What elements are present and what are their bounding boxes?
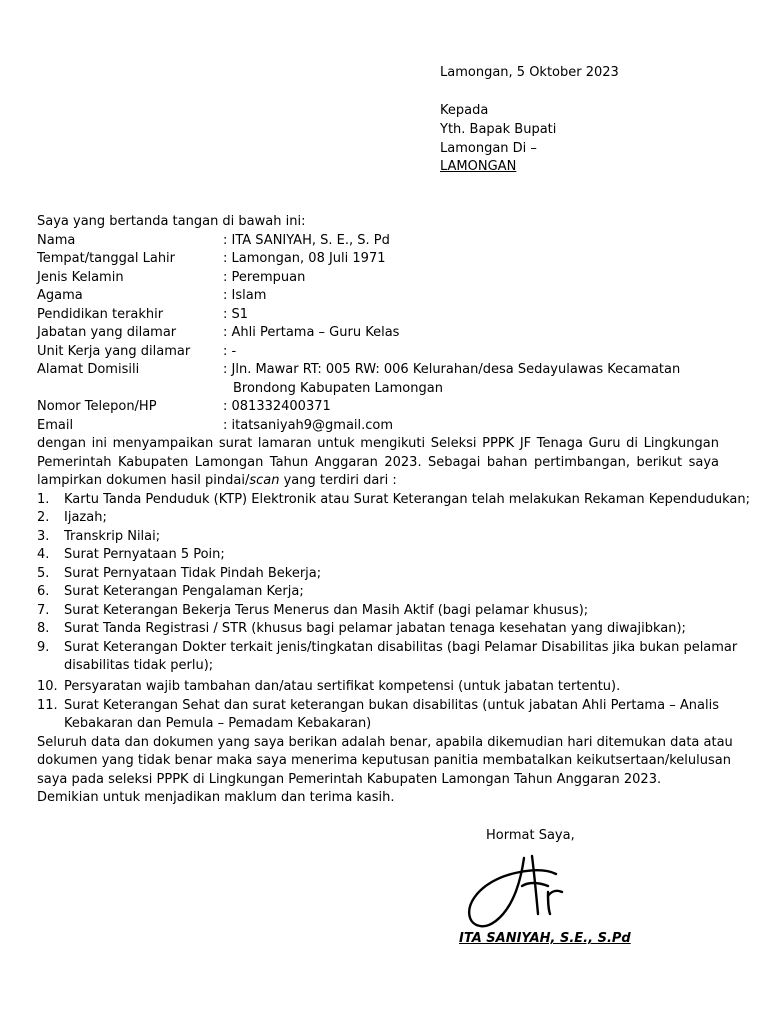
field-value-phone: : 081332400371 xyxy=(223,399,331,414)
place-date: Lamongan, 5 Oktober 2023 xyxy=(440,65,619,80)
field-value-address: : Jln. Mawar RT: 005 RW: 006 Kelurahan/desa Sedayulawas Kecamatan xyxy=(223,362,681,377)
list-item-number: 5. xyxy=(37,566,50,581)
intro-text: Saya yang bertanda tangan di bawah ini: xyxy=(37,214,306,229)
field-value-position: : Ahli Pertama – Guru Kelas xyxy=(223,325,400,340)
field-value-name: : ITA SANIYAH, S. E., S. Pd xyxy=(223,233,390,248)
recipient-line-2: Yth. Bapak Bupati xyxy=(440,122,557,137)
list-item-number: 9. xyxy=(37,640,50,655)
para2-line-2: dokumen yang tidak benar maka saya menerima keputusan panitia membatalkan keikutsertaan/kelulusan xyxy=(37,753,731,768)
field-label-position: Jabatan yang dilamar xyxy=(37,325,177,340)
field-label-name: Nama xyxy=(37,233,76,248)
recipient-line-3: Lamongan Di – xyxy=(440,141,537,156)
list-item: Surat Pernyataan 5 Poin; xyxy=(64,547,225,562)
field-label-address: Alamat Domisili xyxy=(37,362,140,377)
list-item-cont: Kebakaran dan Pemula – Pemadam Kebakaran) xyxy=(64,716,372,731)
recipient-city: LAMONGAN xyxy=(440,159,517,174)
signer-name: ITA SANIYAH, S.E., S.Pd xyxy=(459,931,631,946)
list-item-number: 3. xyxy=(37,529,50,544)
para1-line-3c: yang terdiri dari : xyxy=(279,473,397,488)
para1-line-3a: lampirkan dokumen hasil pindai/ xyxy=(37,473,250,488)
list-item: Surat Keterangan Dokter terkait jenis/tingkatan disabilitas (bagi Pelamar Disabilitas jika bukan pelamar xyxy=(64,640,738,655)
list-item: Kartu Tanda Penduduk (KTP) Elektronik atau Surat Keterangan telah melakukan Rekaman Kependudukan; xyxy=(64,492,751,507)
field-value-work-unit: : - xyxy=(223,344,237,359)
field-value-religion: : Islam xyxy=(223,288,267,303)
field-value-birth: : Lamongan, 08 Juli 1971 xyxy=(223,251,386,266)
list-item: Transkrip Nilai; xyxy=(64,529,161,544)
list-item: Surat Keterangan Pengalaman Kerja; xyxy=(64,584,304,599)
list-item: Surat Pernyataan Tidak Pindah Bekerja; xyxy=(64,566,322,581)
field-value-education: : S1 xyxy=(223,307,249,322)
closing-text: Demikian untuk menjadikan maklum dan terima kasih. xyxy=(37,790,395,805)
para1-line-3 xyxy=(37,473,397,488)
field-value-address-cont: Brondong Kabupaten Lamongan xyxy=(233,381,443,396)
handwritten-signature xyxy=(462,852,592,932)
field-label-email: Email xyxy=(37,418,74,433)
field-label-birth: Tempat/tanggal Lahir xyxy=(37,251,176,266)
signature-greeting: Hormat Saya, xyxy=(486,828,575,843)
para1-line-1: dengan ini menyampaikan surat lamaran untuk mengikuti Seleksi PPPK JF Tenaga Guru di Lingkungan xyxy=(37,436,719,451)
list-item: Persyaratan wajib tambahan dan/atau sertifikat kompetensi (untuk jabatan tertentu). xyxy=(64,679,621,694)
field-label-religion: Agama xyxy=(37,288,83,303)
list-item-number: 1. xyxy=(37,492,50,507)
list-item-number: 8. xyxy=(37,621,50,636)
list-item-number: 11. xyxy=(37,698,58,713)
list-item: Surat Keterangan Bekerja Terus Menerus dan Masih Aktif (bagi pelamar khusus); xyxy=(64,603,589,618)
field-label-work-unit: Unit Kerja yang dilamar xyxy=(37,344,191,359)
list-item-number: 2. xyxy=(37,510,50,525)
para2-line-1: Seluruh data dan dokumen yang saya berikan adalah benar, apabila dikemudian hari ditemukan data atau xyxy=(37,735,733,750)
list-item: Ijazah; xyxy=(64,510,107,525)
field-label-education: Pendidikan terakhir xyxy=(37,307,164,322)
list-item: Surat Keterangan Sehat dan surat keterangan bukan disabilitas (untuk jabatan Ahli Pertama – Analis xyxy=(64,698,719,713)
list-item-number: 6. xyxy=(37,584,50,599)
recipient-line-1: Kepada xyxy=(440,103,489,118)
para1-scan-word: scan xyxy=(249,473,280,488)
list-item-number: 7. xyxy=(37,603,50,618)
list-item-cont: disabilitas tidak perlu); xyxy=(64,658,214,673)
para2-line-3: saya pada seleksi PPPK di Lingkungan Pemerintah Kabupaten Lamongan Tahun Anggaran 2023. xyxy=(37,772,662,787)
field-value-email: : itatsaniyah9@gmail.com xyxy=(223,418,394,433)
para1-line-2: Pemerintah Kabupaten Lamongan Tahun Anggaran 2023. Sebagai bahan pertimbangan, berikut saya xyxy=(37,455,719,470)
list-item-number: 10. xyxy=(37,679,58,694)
field-value-gender: : Perempuan xyxy=(223,270,306,285)
list-item: Surat Tanda Registrasi / STR (khusus bagi pelamar jabatan tenaga kesehatan yang diwajibkan); xyxy=(64,621,686,636)
field-label-phone: Nomor Telepon/HP xyxy=(37,399,157,414)
list-item-number: 4. xyxy=(37,547,50,562)
field-label-gender: Jenis Kelamin xyxy=(37,270,124,285)
